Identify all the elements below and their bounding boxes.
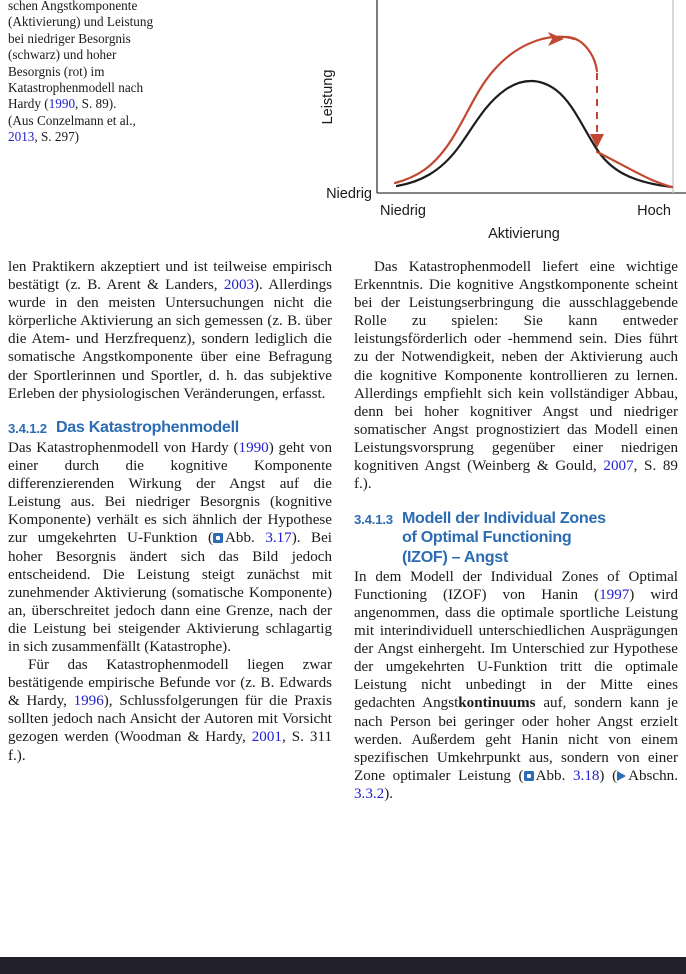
left-p2-abb-link-3-17[interactable]: 3.17 — [265, 530, 292, 547]
abschnitt-triangle-icon — [617, 771, 626, 781]
left-p1-part-b: ). Allerdings wurde in den meisten Untersuchungen nicht die körperliche Aktivierung an sich gemessen (z. B. über die Atem- und Herzfrequenz), sondern lediglich die somatische Angstkomponente über eine Befragung der Sportlerinnen und Sportler, d. h. das subjektive Erleben der physiologischen Veränderungen, erfasst. — [8, 277, 333, 402]
right-column — [354, 258, 678, 803]
right-p2-abb-link-3-18[interactable]: 3.18 — [573, 767, 600, 784]
heading-3-4-1-3-title — [402, 509, 606, 567]
chart-xtick-niedrig-text: Niedrig — [380, 203, 426, 219]
heading-3-4-1-3 — [354, 509, 678, 567]
chart-ylabel-text: Leistung — [320, 69, 336, 125]
left-paragraph-1 — [8, 258, 332, 403]
left-p1-year-link[interactable]: 2003 — [223, 277, 255, 294]
chart-xtick-hoch-text: Hoch — [637, 203, 671, 219]
chart-xtick-hoch — [637, 203, 671, 219]
caption-line-3: bei niedriger Besorgnis — [8, 30, 131, 46]
chart-ylabel — [320, 70, 336, 125]
left-p1-part-a: len Praktikern akzeptiert und ist teilweise empirisch bestätigt (z. B. Arent & Landers, — [8, 259, 332, 294]
abbildung-icon — [213, 533, 223, 543]
caption-line-4: (schwarz) und hoher — [8, 47, 117, 63]
right-paragraph-1 — [354, 258, 678, 493]
heading-3-4-1-3-title-line-2: of Optimal Functioning — [401, 528, 572, 547]
left-paragraph-2 — [8, 439, 332, 656]
left-paragraph-3 — [8, 656, 332, 765]
caption-hardy-suffix: , S. 89). — [75, 96, 117, 112]
left-p3-part-c: , S. 311 f.). — [8, 729, 332, 764]
abbildung-icon — [524, 771, 534, 781]
right-p2-part-c: auf, sondern kann je nach Person bei geringer oder hoher Angst erzielt werden. Außerdem geht Hanin nicht von einem spezifischen Umkehrpunkt aus, sondern von einer Zone optimaler Leistung ( — [354, 695, 678, 784]
right-p2-part-e: ). — [384, 785, 393, 802]
left-p2-part-a: Das Katastrophenmodell von Hardy ( — [8, 439, 239, 456]
right-paragraph-2 — [354, 568, 678, 803]
right-p2-abb-label: Abb. — [535, 767, 573, 784]
katastrophenmodell-chart — [300, 0, 686, 248]
chart-ytick-niedrig — [326, 186, 372, 202]
heading-3-4-1-3-number: 3.4.1.3 — [354, 512, 393, 528]
chart-xlabel — [488, 226, 560, 242]
figure-block — [0, 0, 686, 248]
chart-xlabel-text: Aktivierung — [488, 226, 560, 242]
heading-3-4-1-2 — [8, 418, 332, 438]
left-p3-year-link-2001[interactable]: 2001 — [251, 729, 282, 746]
caption-line-2: (Aktivierung) und Leistung — [8, 14, 154, 30]
left-p3-year-link-1996[interactable]: 1996 — [73, 693, 104, 710]
right-p2-part-d: ) ( — [599, 767, 618, 784]
left-p2-year-link-1990[interactable]: 1990 — [238, 439, 269, 456]
right-p1-year-link-2007[interactable]: 2007 — [603, 458, 634, 475]
heading-3-4-1-2-number: 3.4.1.2 — [8, 420, 47, 436]
right-p2-part-a: In dem Modell der Individual Zones of Optimal Functioning (IZOF) von Hanin ( — [354, 568, 678, 603]
left-p3-part-b: ), Schlussfolgerungen für die Praxis sollten jedoch nach Ansicht der Autoren mit Vorsicht gezogen werden (Woodman & Hardy, — [8, 693, 332, 746]
series-niedrige-besorgnis-curve — [397, 81, 672, 187]
right-p2-abschn-label: Abschn. — [628, 767, 678, 784]
caption-hardy-prefix: Hardy ( — [8, 96, 49, 112]
caption-line-6: Katastrophenmodell nach — [8, 80, 144, 96]
series-hohe-besorgnis-kamm — [566, 37, 597, 71]
chart-xtick-niedrig — [380, 203, 426, 219]
caption-line-1: schen Angstkomponente — [8, 0, 138, 13]
left-p2-abb-label: Abb. — [225, 530, 266, 547]
right-p2-part-b: ) wird angenommen, dass die optimale sportliche Leistung mit interindividuell unterschiedlichen Ausprägungen der Angst einhergeht. Im Unterschied zur Hypothese der umgekehrten U-Funktion tritt die optimale Leistung nicht unbedingt in der Mitte eines gedachten Angst — [354, 586, 678, 712]
caption-source-prefix: (Aus Conzelmann et al., — [8, 112, 136, 128]
right-p1-part-a: Das Katastrophenmodell liefert eine wichtige Erkenntnis. Die kognitive Angstkomponente scheint bei der Leistungserbringung die ausschlaggebende Rolle zu spielen: Sie kann entweder leistungsförderlich oder -hemmend sein. Dies führt zu der Notwendigkeit, neben der Aktivierung auch die kognitive Komponente kontrollieren zu lernen. Allerdings empfiehlt sich kein vollständiger Abbau, denn bei hoher kognitiver Angst und niedriger somatischer Angst prognostiziert das Modell einen Leistungsvorsprung gegenüber einer niedrigen kognitiven Angst (Weinberg & Gould, — [354, 259, 678, 475]
right-p2-year-link-1997[interactable]: 1997 — [599, 586, 630, 603]
heading-3-4-1-3-title-line-1: Modell der Individual Zones — [401, 509, 606, 528]
left-column — [8, 258, 332, 765]
figure-caption — [8, 0, 213, 146]
caption-line-5: Besorgnis (rot) im — [8, 63, 105, 79]
left-p3-part-a: Für das Katastrophenmodell liegen zwar bestätigende empirische Befunde vor (z. B. Edwards & Hardy, — [8, 657, 332, 710]
chart-ytick-niedrig-text: Niedrig — [326, 186, 372, 202]
heading-3-4-1-3-title-line-3: (IZOF) – Angst — [401, 547, 508, 566]
bottom-bar — [0, 957, 686, 974]
caption-source-year-link[interactable]: 2013 — [8, 129, 35, 145]
anstieg-richtungspfeil-icon — [548, 32, 564, 46]
caption-source-suffix: , S. 297) — [34, 129, 80, 145]
right-p2-abschn-link-3-3-2[interactable]: 3.3.2 — [354, 785, 385, 802]
body-columns — [0, 258, 686, 958]
heading-3-4-1-2-title: Das Katastrophenmodell — [55, 417, 239, 436]
caption-hardy-year-link[interactable]: 1990 — [48, 96, 76, 112]
left-p2-part-b: ) geht von einer durch die kognitive Komponente differenzierenden Wirkung der Angst auf die Leistung aus. Bei niedriger Besorgnis (kognitive Komponente) verhält es sich ähnlich der Hypothese zur umgekehrten U-Funktion ( — [8, 439, 332, 547]
right-p1-part-b: , S. 89 f.). — [354, 458, 678, 493]
left-p2-part-c: ). Bei hoher Besorgnis ändert sich das Bild jedoch entscheidend. Die Leistung steigt zunächst mit zunehmender Aktivierung (somatische Komponente) an, überschreitet jedoch dann eine Grenze, nach der die Leistung bei steigender Aktivierung schlagartig in sich zusammenfällt (Katastrophe). — [8, 530, 332, 655]
right-p2-bold-kontinuums: kontinuums — [458, 695, 536, 712]
series-hohe-besorgnis-nach-katastrophe — [597, 152, 672, 187]
